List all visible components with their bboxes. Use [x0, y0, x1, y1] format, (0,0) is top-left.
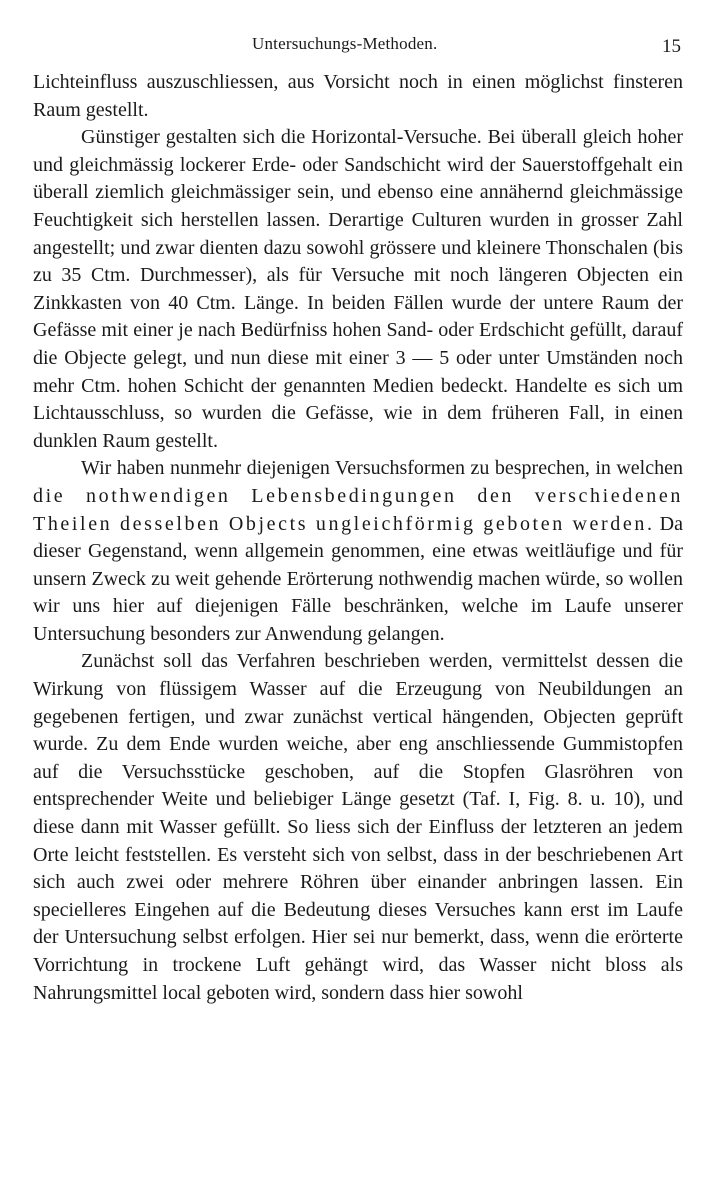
emphasized-text: die nothwendigen Lebensbedingungen den verschiedenen Theilen desselben Objects ungleichförmig geboten werden. — [33, 484, 683, 535]
paragraph-horizontal-versuche: Günstiger gestalten sich die Horizontal-Versuche. Bei überall gleich hoher und gleichmässig lockerer Erde- oder Sandschicht wird der Sauerstoffgehalt ein überall ziemlich gleichmässiger sein, und ebenso eine annähernd gleichmässige Feuchtigkeit sich herstellen lassen. Derartige Culturen wurden in grosser Zahl angestellt; und zwar dienten dazu sowohl grössere und kleinere Thonschalen (bis zu 35 Ctm. Durchmesser), als für Versuche mit noch längeren Objecten ein Zinkkasten von 40 Ctm. Länge. In beiden Fällen wurde der untere Raum der Gefässe mit einer je nach Bedürfniss hohen Sand- oder Erdschicht gefüllt, darauf die Objecte gelegt, und nun diese mit einer 3 — 5 oder unter Umständen noch mehr Ctm. hohen Schicht der genannten Medien bedeckt. Handelte es sich um Lichtausschluss, so wurden die Gefässe, wie in dem früheren Fall, in einen dunklen Raum gestellt. — [33, 126, 683, 452]
body-text — [33, 69, 683, 1007]
paragraph-versuchsformen — [33, 455, 683, 648]
running-head — [0, 30, 707, 60]
paragraph-text: Da dieser Gegenstand, wenn allgemein genommen, eine etwas weitläufige und für unsern Zweck zu weit gehende Erörterung nothwendig machen würde, so wollen wir uns hier auf diejenigen Fälle beschränken, welche im Laufe unserer Untersuchung besonders zur Anwendung gelangen. — [33, 512, 683, 645]
page-number: 15 — [662, 36, 681, 57]
paragraph-continuation: Lichteinfluss auszuschliessen, aus Vorsicht noch in einen möglichst finsteren Raum gestellt. — [33, 71, 683, 121]
paragraph-text: Wir haben nunmehr diejenigen Versuchsformen zu besprechen, in welchen — [81, 457, 683, 480]
running-title: Untersuchungs-Methoden. — [252, 34, 438, 53]
paragraph-wasser-verfahren: Zunächst soll das Verfahren beschrieben werden, vermittelst dessen die Wirkung von flüssigem Wasser auf die Erzeugung von Neubildungen an gegebenen fertigen, und zwar zunächst vertical hängenden, Objecten geprüft wurde. Zu dem Ende wurden weiche, aber eng anschliessende Gummistopfen auf die Versuchsstücke geschoben, auf die Stopfen Glasröhren von entsprechender Weite und beliebiger Länge gesetzt (Taf. I, Fig. 8. u. 10), und diese dann mit Wasser gefüllt. So liess sich der Einfluss der letzteren an jedem Orte leicht feststellen. Es versteht sich von selbst, dass in der beschriebenen Art sich auch zwei oder mehrere Röhren über einander anbringen lassen. Ein specielleres Eingehen auf die Bedeutung dieses Versuches kann erst im Laufe der Untersuchung selbst erfolgen. Hier sei nur bemerkt, dass, wenn die erörterte Vorrichtung in trockene Luft gehängt wird, das Wasser nicht bloss als Nahrungsmittel local geboten wird, sondern dass hier sowohl — [33, 650, 683, 1004]
